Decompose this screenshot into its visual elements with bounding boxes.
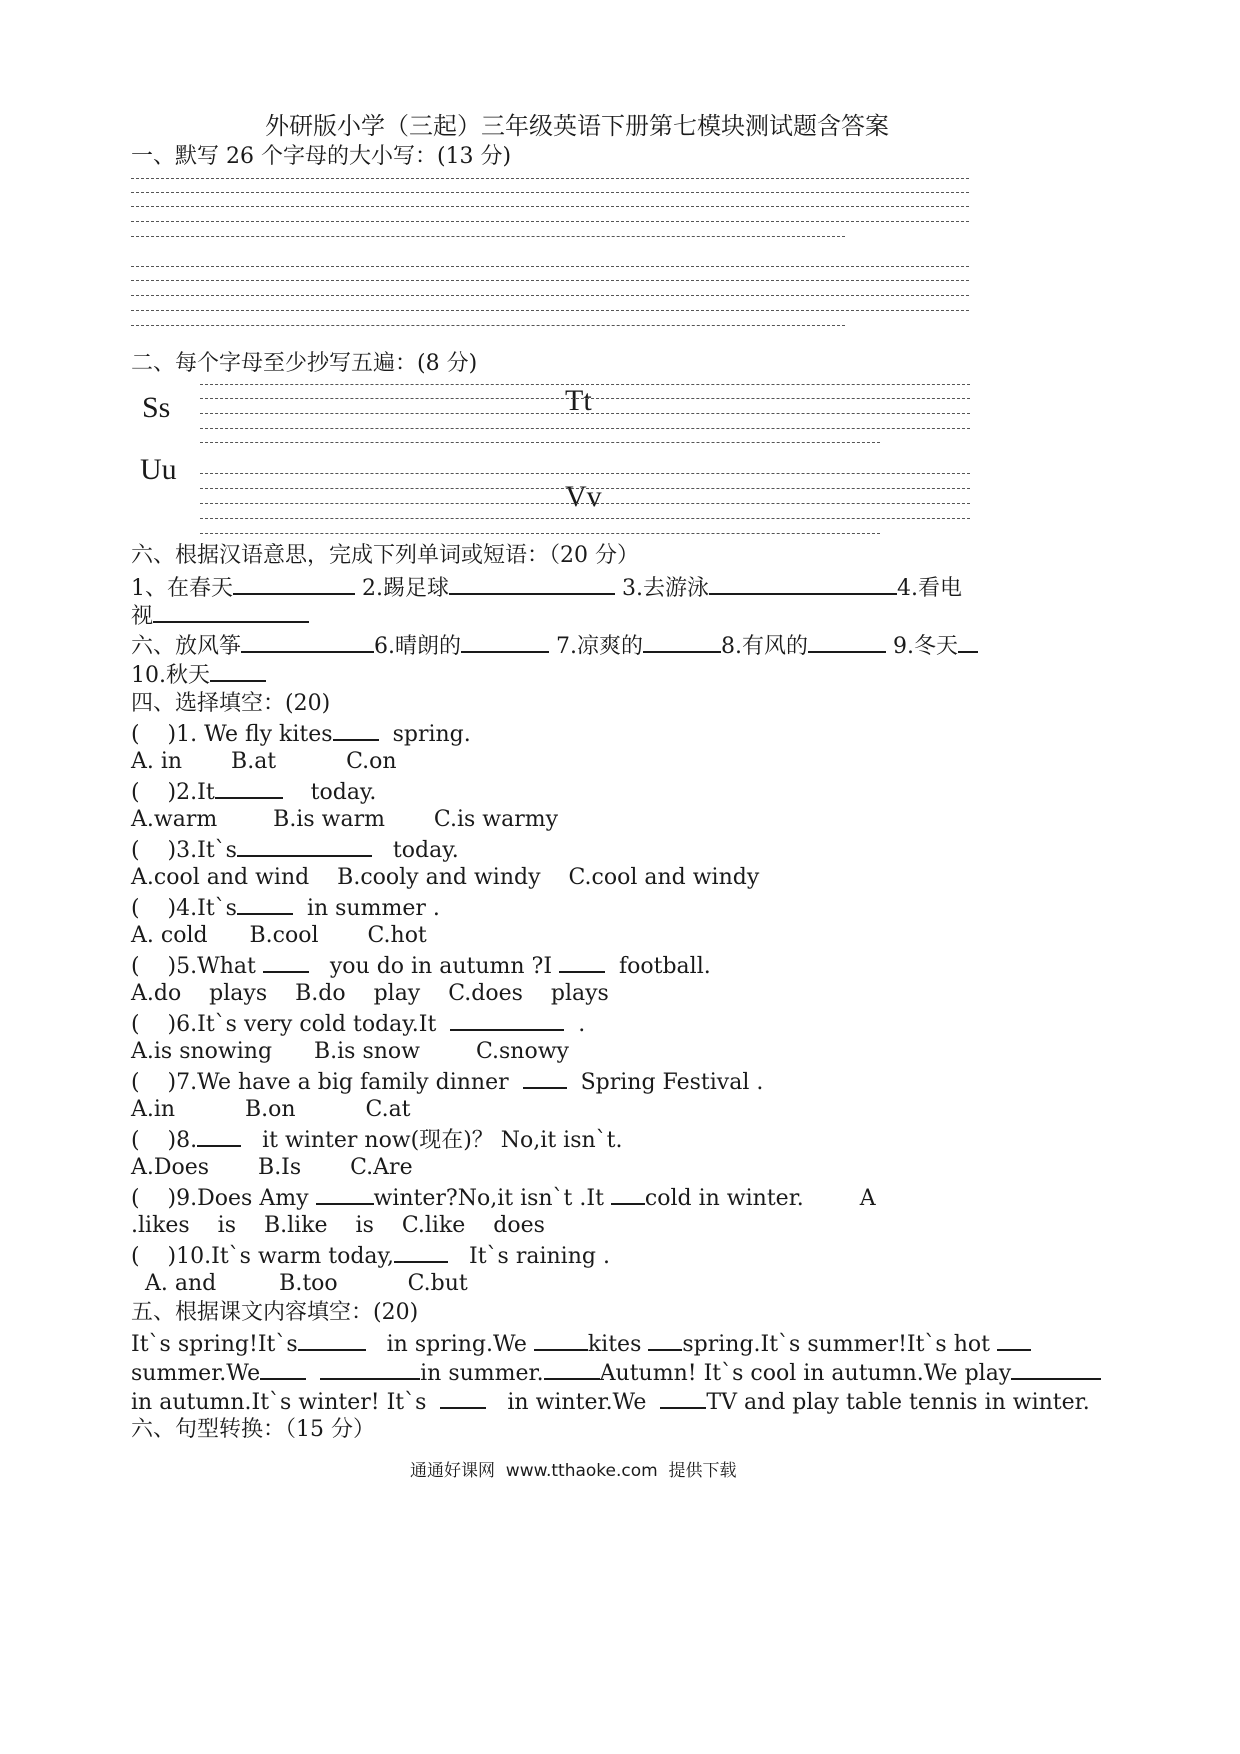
writing-line xyxy=(200,518,970,519)
question-text: ( )7.We have a big family dinner xyxy=(131,1070,523,1095)
answer-blank[interactable] xyxy=(611,1183,645,1205)
letter-vv: Vv xyxy=(565,480,602,513)
question-text: ( )1. We fly kites xyxy=(131,722,333,747)
writing-line xyxy=(200,488,970,489)
answer-blank[interactable] xyxy=(233,573,355,595)
question-text: ( )6.It`s very cold today.It xyxy=(131,1012,451,1037)
cloze-text xyxy=(306,1361,320,1386)
question-text: . xyxy=(564,1012,586,1037)
letter-uu: Uu xyxy=(140,453,177,486)
mc-options-3: A.cool and wind B.cooly and windy C.cool and windy xyxy=(131,865,760,890)
writing-line xyxy=(131,266,969,267)
mc-question-9 xyxy=(131,1183,876,1213)
answer-blank[interactable] xyxy=(237,893,293,915)
vocab-q5: 六、放风筝 xyxy=(131,634,242,659)
vocab-q9: 9.冬天 xyxy=(886,634,958,659)
answer-blank[interactable] xyxy=(316,1183,374,1205)
letter-ss: Ss xyxy=(142,391,171,424)
cloze-text: in spring.We xyxy=(365,1332,534,1357)
mc-question-2 xyxy=(131,777,376,807)
cloze-text: in winter.We xyxy=(486,1390,661,1415)
answer-blank[interactable] xyxy=(237,835,372,857)
question-text: in summer . xyxy=(292,896,440,921)
answer-blank[interactable] xyxy=(440,1387,486,1409)
answer-blank[interactable] xyxy=(320,1358,420,1380)
answer-blank[interactable] xyxy=(449,573,615,595)
answer-blank[interactable] xyxy=(153,601,309,623)
writing-line xyxy=(131,310,969,311)
question-text: ( )2.It xyxy=(131,780,215,805)
answer-blank[interactable] xyxy=(958,631,978,653)
mc-options-9: .likes is B.like is C.like does xyxy=(131,1213,545,1238)
mc-options-2: A.warm B.is warm C.is warmy xyxy=(131,807,559,832)
writing-line xyxy=(131,192,969,193)
section-heading-2: 二、每个字母至少抄写五遍：(8 分) xyxy=(131,351,478,376)
answer-blank[interactable] xyxy=(215,777,283,799)
vocab-q4-cont: 视 xyxy=(131,604,154,629)
mc-options-6: A.is snowing B.is snow C.snowy xyxy=(131,1039,569,1064)
mc-question-5 xyxy=(131,951,711,981)
answer-blank[interactable] xyxy=(648,1329,682,1351)
writing-line xyxy=(200,413,970,414)
question-text: Spring Festival . xyxy=(566,1070,764,1095)
answer-blank[interactable] xyxy=(643,631,721,653)
writing-line xyxy=(131,221,969,222)
writing-line xyxy=(200,442,880,443)
writing-line xyxy=(131,178,969,179)
mc-question-4 xyxy=(131,893,440,923)
question-text: you do in autumn ?I xyxy=(308,954,560,979)
cloze-text: spring.It`s summer!It`s hot xyxy=(682,1332,997,1357)
cloze-text: kites xyxy=(587,1332,649,1357)
writing-line xyxy=(200,384,970,385)
cloze-line-2 xyxy=(131,1358,1101,1388)
mc-question-1 xyxy=(131,719,471,749)
answer-blank[interactable] xyxy=(544,1358,600,1380)
cloze-text: in summer. xyxy=(420,1361,544,1386)
answer-blank[interactable] xyxy=(523,1067,567,1089)
section-heading-1: 一、默写 26 个字母的大小写：(13 分) xyxy=(131,144,512,169)
answer-blank[interactable] xyxy=(808,631,886,653)
vocab-q1: 1、在春天 xyxy=(131,576,233,601)
question-text: ( )4.It`s xyxy=(131,896,237,921)
cloze-text: It`s spring!It`s xyxy=(131,1332,298,1357)
vocab-q3: 3.去游泳 xyxy=(614,576,709,601)
answer-blank[interactable] xyxy=(241,631,374,653)
vocab-row-1b xyxy=(131,601,309,631)
question-text: cold in winter. A xyxy=(644,1186,876,1211)
cloze-text: TV and play table tennis in winter. xyxy=(706,1390,1090,1415)
answer-blank[interactable] xyxy=(450,1009,564,1031)
answer-blank[interactable] xyxy=(210,660,266,682)
question-text: winter?No,it isn`t .It xyxy=(373,1186,611,1211)
vocab-q7: 7.凉爽的 xyxy=(549,634,643,659)
question-text: today. xyxy=(371,838,459,863)
answer-blank[interactable] xyxy=(197,1125,241,1147)
question-text: ( )10.It`s warm today, xyxy=(131,1244,395,1269)
writing-line xyxy=(131,280,969,281)
answer-blank[interactable] xyxy=(333,719,379,741)
cloze-text: in autumn.It`s winter! It`s xyxy=(131,1390,441,1415)
question-text: ( )9.Does Amy xyxy=(131,1186,316,1211)
cloze-line-3 xyxy=(131,1387,1090,1417)
page-footer: 通通好课网 www.tthaoke.com 提供下载 xyxy=(410,1461,737,1481)
mc-options-10: A. and B.too C.but xyxy=(131,1271,468,1296)
writing-line xyxy=(131,206,969,207)
writing-line xyxy=(200,473,970,474)
writing-line xyxy=(200,398,970,399)
question-text: ( )3.It`s xyxy=(131,838,237,863)
question-text: ( )5.What xyxy=(131,954,263,979)
letter-tt: Tt xyxy=(565,384,592,417)
vocab-q8: 8.有风的 xyxy=(721,634,808,659)
mc-options-7: A.in B.on C.at xyxy=(131,1097,411,1122)
cloze-text: Autumn! It`s cool in autumn.We play xyxy=(599,1361,1012,1386)
mc-question-6 xyxy=(131,1009,585,1039)
answer-blank[interactable] xyxy=(298,1329,366,1351)
question-text: spring. xyxy=(378,722,471,747)
writing-line xyxy=(131,236,845,237)
page-title: 外研版小学（三起）三年级英语下册第七模块测试题含答案 xyxy=(265,112,889,140)
question-text: It`s raining . xyxy=(448,1244,610,1269)
mc-options-5: A.do plays B.do play C.does plays xyxy=(131,981,609,1006)
answer-blank[interactable] xyxy=(1011,1358,1101,1380)
section-heading-cloze: 五、根据课文内容填空：(20) xyxy=(131,1300,419,1325)
vocab-q4: 4.看电 xyxy=(896,576,962,601)
answer-blank[interactable] xyxy=(534,1329,588,1351)
writing-line xyxy=(131,295,969,296)
section-heading-vocab: 六、根据汉语意思，完成下列单词或短语：（20 分） xyxy=(131,543,639,568)
section-heading-choice: 四、选择填空：(20) xyxy=(131,691,331,716)
question-text: ( )8. xyxy=(131,1128,198,1153)
writing-line xyxy=(200,428,970,429)
mc-question-10 xyxy=(131,1241,610,1271)
question-text: today. xyxy=(282,780,377,805)
answer-blank[interactable] xyxy=(997,1329,1031,1351)
answer-blank[interactable] xyxy=(263,951,309,973)
question-text: football. xyxy=(605,954,711,979)
mc-question-7 xyxy=(131,1067,763,1097)
mc-options-1: A. in B.at C.on xyxy=(131,749,397,774)
writing-line xyxy=(131,325,845,326)
answer-blank[interactable] xyxy=(461,631,549,653)
vocab-row-3 xyxy=(131,660,266,690)
answer-blank[interactable] xyxy=(394,1241,448,1263)
vocab-row-2 xyxy=(131,631,978,661)
section-heading-transform: 六、句型转换：（15 分） xyxy=(131,1417,375,1442)
vocab-row-1 xyxy=(131,573,962,603)
answer-blank[interactable] xyxy=(559,951,605,973)
question-text: it winter now(现在)？ No,it isn`t. xyxy=(241,1128,623,1153)
mc-options-8: A.Does B.Is C.Are xyxy=(131,1155,413,1180)
mc-options-4: A. cold B.cool C.hot xyxy=(131,923,427,948)
cloze-text: summer.We xyxy=(131,1361,261,1386)
answer-blank[interactable] xyxy=(709,573,897,595)
mc-question-8 xyxy=(131,1125,623,1155)
vocab-q10: 10.秋天 xyxy=(131,663,210,688)
answer-blank[interactable] xyxy=(660,1387,706,1409)
cloze-line-1 xyxy=(131,1329,1031,1359)
writing-line xyxy=(200,503,970,504)
vocab-q2: 2.踢足球 xyxy=(355,576,449,601)
answer-blank[interactable] xyxy=(260,1358,306,1380)
vocab-q6: 6.晴朗的 xyxy=(374,634,462,659)
mc-question-3 xyxy=(131,835,459,865)
writing-line xyxy=(200,533,880,534)
